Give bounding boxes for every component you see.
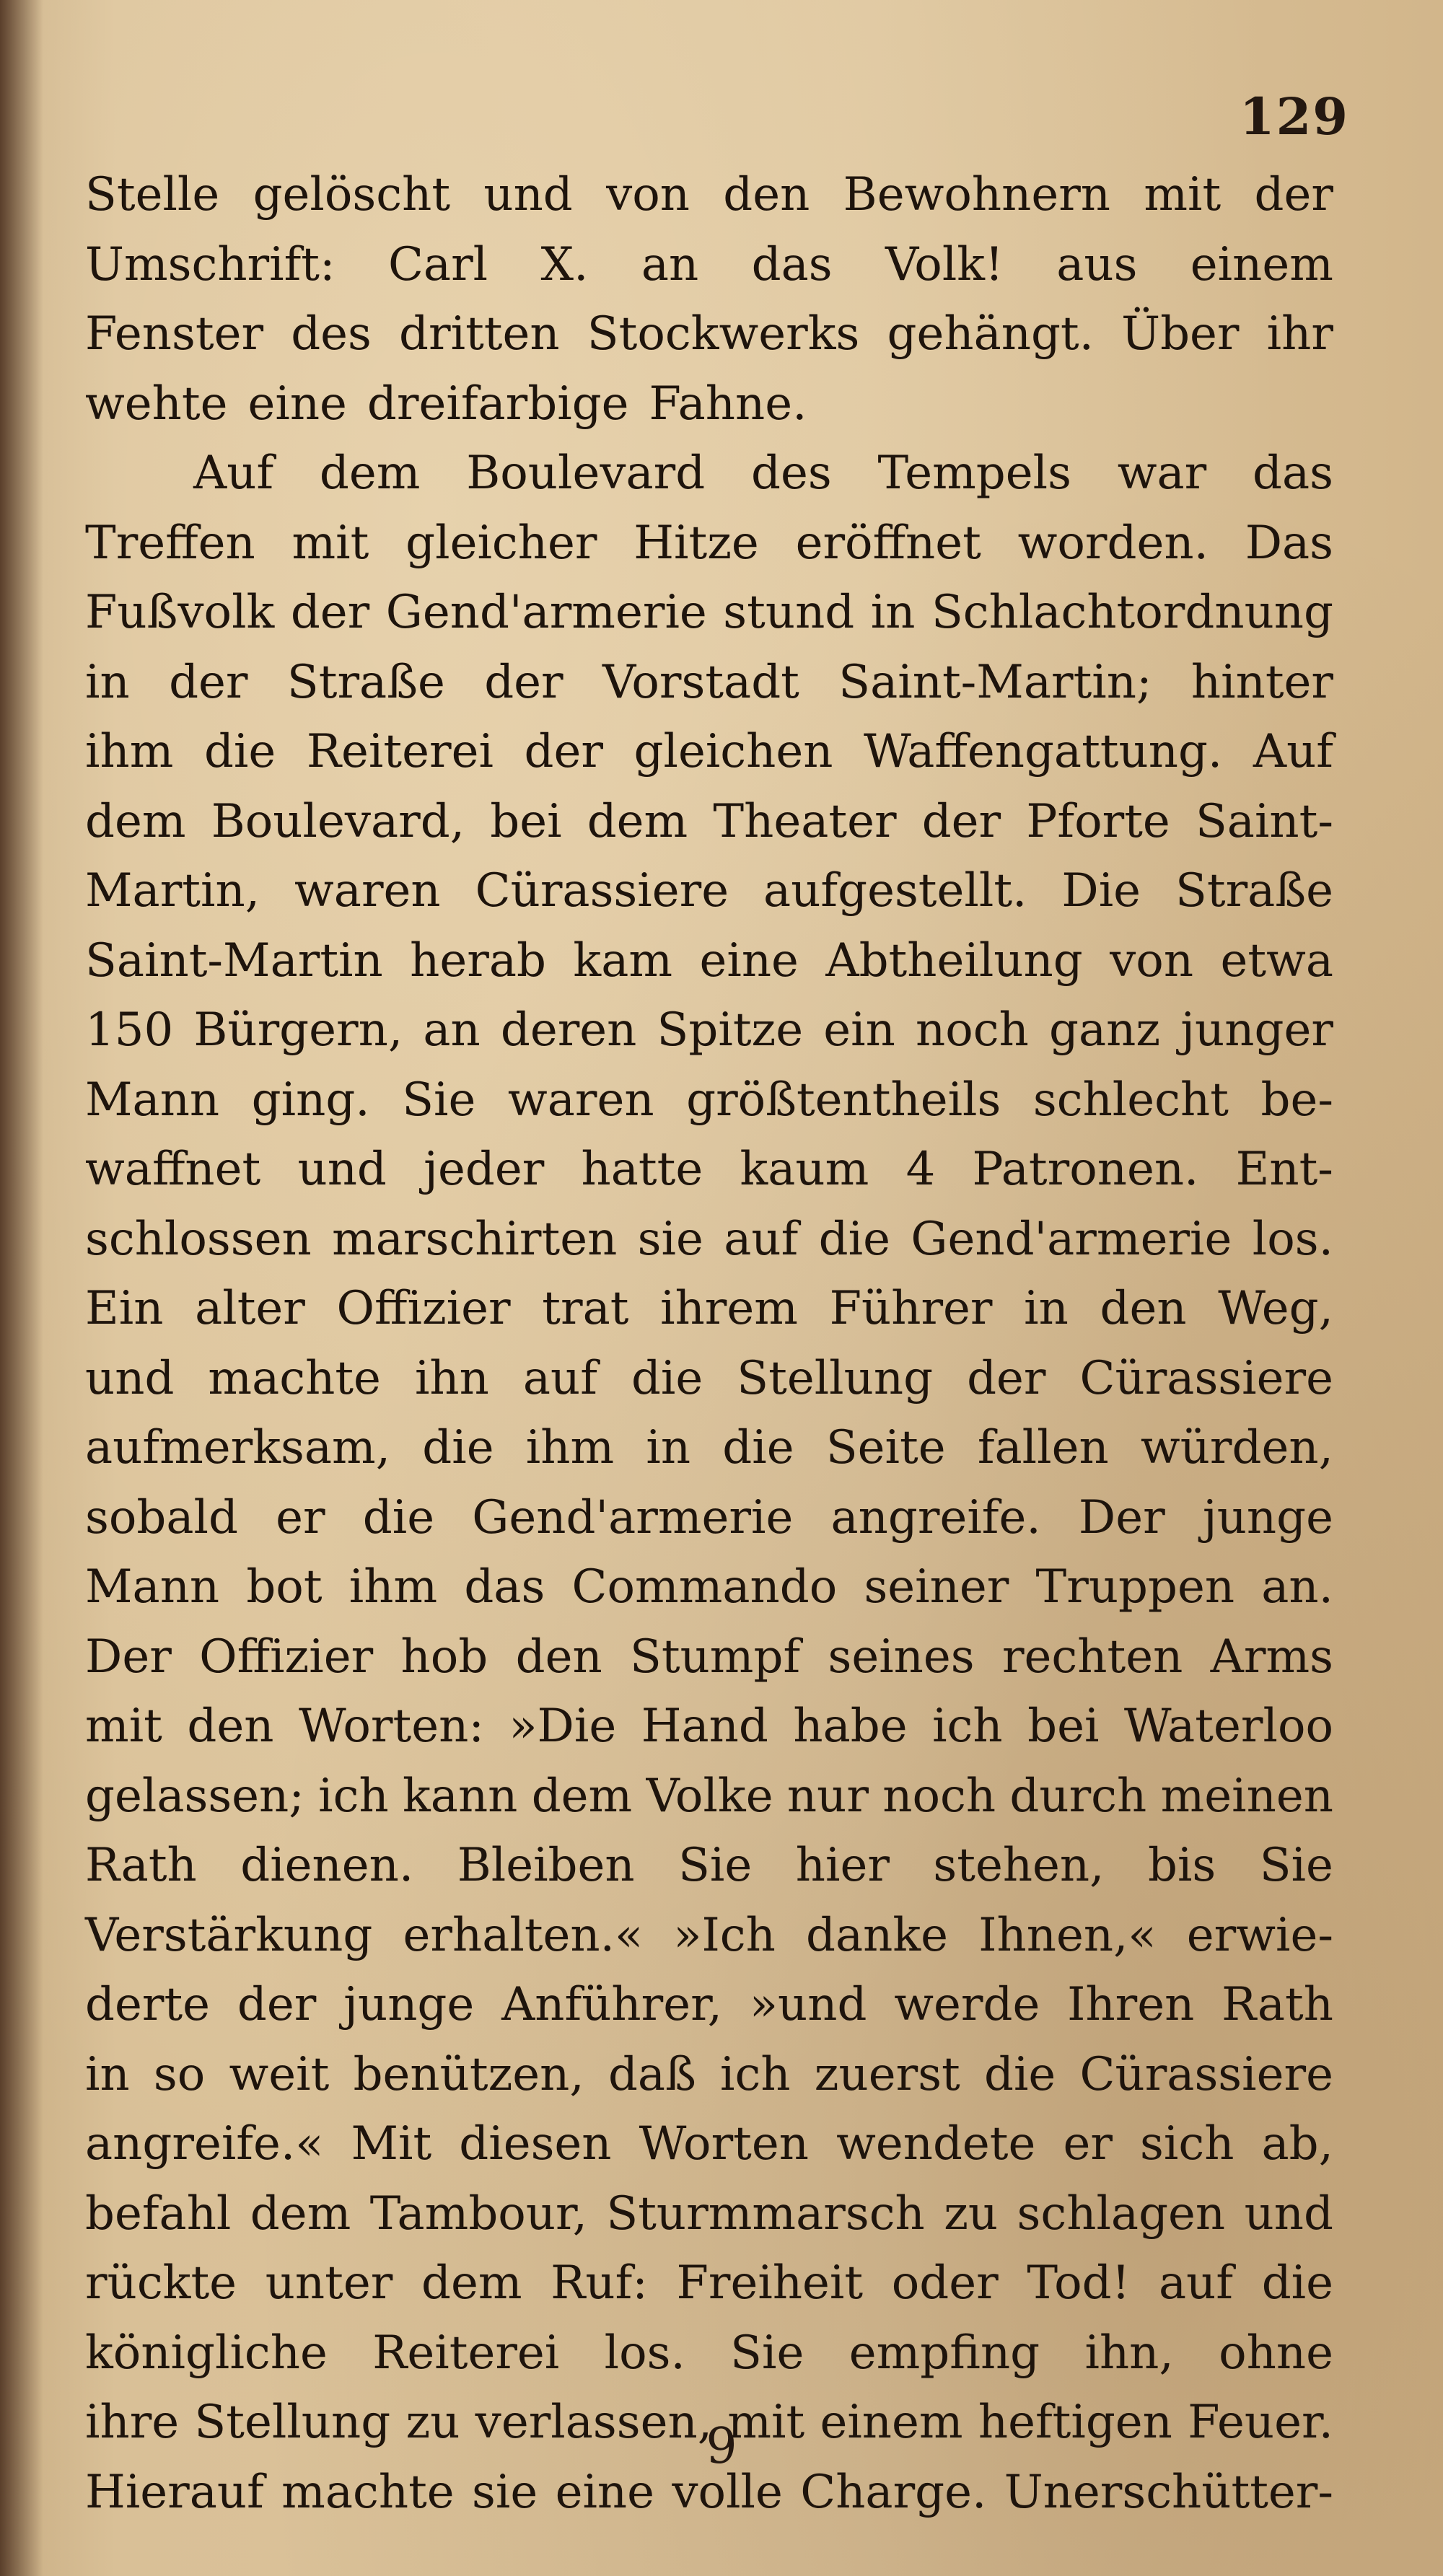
word: das [1253,447,1333,500]
word: benützen, [353,2047,584,2101]
word: in [85,2047,130,2101]
word: und [1244,2186,1333,2241]
word: ich [318,1769,389,1823]
word: Auf [1253,725,1333,778]
word: Straße [286,655,445,709]
word: er [276,1490,325,1544]
text-line [85,717,1333,787]
word: größtentheils [686,1073,1001,1127]
word: schlossen [85,1212,312,1266]
word: Ruf: [551,2256,648,2310]
word: bot [246,1560,323,1614]
word: in [646,1421,691,1474]
word: Truppen [1035,1560,1235,1614]
word: Sie [402,1073,476,1127]
word: los. [604,2326,685,2380]
word: sobald [85,1490,238,1544]
word: be- [1260,1073,1333,1127]
word: Commando [571,1560,838,1614]
word: Fußvolk [85,586,275,639]
word: mit [85,1700,162,1753]
text-line [85,2248,1333,2318]
text-line [85,509,1333,579]
text-line [85,1692,1333,1762]
word: auf [724,1212,799,1266]
word: die [203,725,276,778]
word: die [1261,2256,1333,2310]
word: ich [720,2047,791,2101]
word: sie [637,1212,703,1266]
word: erwie- [1186,1908,1333,1962]
text-line [85,856,1333,926]
word: Ent- [1235,1143,1333,1196]
text-line [85,2040,1333,2110]
word: Auf [193,447,274,500]
word: aufgestellt. [763,864,1027,918]
word: eröffnet [795,516,981,570]
word: daß [608,2047,696,2101]
word: er [1063,2117,1113,2171]
word: Unerschütter- [1004,2465,1333,2519]
word: Weg, [1218,1282,1333,1335]
word: Bleiben [457,1839,635,1892]
word: empfing [848,2326,1040,2380]
word: Cürassiere [475,864,729,918]
word: verlassen, [475,2396,713,2449]
word: sich [1140,2117,1234,2171]
word: junge [1202,1490,1333,1544]
word: Über [1121,307,1240,361]
word: Boulevard, [211,794,465,848]
word: aufmerksam, [85,1421,391,1474]
word: Waffengattung. [864,725,1223,778]
word: von [606,168,690,221]
word: von [1110,933,1194,988]
word: der [169,655,248,709]
word: machte [281,2465,455,2519]
word: seiner [864,1560,1009,1614]
word: Mann [85,1073,220,1127]
word: herab [410,933,546,988]
word: 4 [905,1143,936,1196]
word: Stelle [85,168,220,221]
word: Saint-Martin [85,933,383,988]
word: auf [522,1351,597,1405]
word: »Ich [673,1908,776,1962]
word: der [290,586,370,639]
word: ich [932,1700,1003,1753]
word: noch [916,1003,1029,1057]
word: machte [208,1351,381,1405]
text-line [85,2109,1333,2179]
word: Saint- [1195,794,1333,848]
word: Gend'armerie [385,586,707,639]
word: wendete [836,2117,1036,2171]
word: zuerst [814,2047,960,2101]
word: bei [1027,1700,1100,1753]
text-line [85,1831,1333,1901]
word: Treffen [85,516,255,570]
word: hob [400,1630,488,1684]
text-line [85,160,1333,230]
word: Offizier [199,1630,374,1684]
word: Umschrift: [85,237,335,291]
word: Anführer, [501,1978,723,2031]
word: Bürgern, [193,1003,403,1057]
word: des [751,447,832,500]
word: durch [1009,1769,1147,1823]
word: dem [587,794,688,848]
word: Saint-Martin; [838,655,1152,709]
word: zu [405,2396,460,2449]
text-line [85,1344,1333,1414]
word: und [483,168,573,221]
word: aus [1056,237,1138,291]
word: Rath [85,1839,197,1892]
word: würden, [1140,1421,1333,1474]
word: Freiheit [676,2256,864,2310]
word: danke [806,1908,949,1962]
word: einem [1190,237,1333,291]
word: Der [1078,1490,1165,1544]
word: die [818,1212,890,1266]
word: Fahne. [649,377,807,431]
word: habe [793,1700,908,1753]
word: jeder [424,1143,545,1196]
word: diesen [459,2117,612,2171]
text-line [85,230,1333,300]
word: Boulevard [466,447,706,500]
word: junge [343,1978,475,2031]
text-line [85,1901,1333,1971]
word: ihn [414,1351,489,1405]
word: stehen, [933,1839,1105,1892]
text-line [85,648,1333,718]
word: Ihren [1067,1978,1195,2031]
word: war [1117,447,1207,500]
word: ihn, [1084,2326,1174,2380]
word: Verstärkung [85,1908,373,1962]
word: Spitze [657,1003,804,1057]
word: eine [247,377,347,431]
word: gleicher [405,516,597,570]
word: ein [823,1003,895,1057]
word: heftigen [978,2396,1172,2449]
word: Worten: [298,1700,484,1753]
word: los. [1252,1212,1333,1266]
word: die [722,1421,794,1474]
text-line [85,1065,1333,1135]
word: gleichen [633,725,833,778]
word: Tod! [1027,2256,1131,2310]
word: hier [795,1839,890,1892]
word: das [751,237,833,291]
word: eine [699,933,799,988]
text-line [85,995,1333,1065]
word: in [1024,1282,1069,1335]
word: ihm [348,1560,438,1614]
word: rückte [85,2256,237,2310]
word: Vorstadt [602,655,799,709]
word: an [423,1003,481,1057]
text-line [85,369,1333,439]
word: kann [403,1769,518,1823]
word: die [983,2047,1056,2101]
word: die [362,1490,435,1544]
word: Das [1245,516,1333,570]
word: waffnet [85,1143,261,1196]
word: Tambour, [369,2186,587,2241]
word: Abtheilung [825,933,1083,988]
word: ihrem [660,1282,798,1335]
word: Sie [730,2326,804,2380]
word: an [641,237,699,291]
word: das [464,1560,545,1614]
word: Charge. [800,2465,987,2519]
word: und [85,1351,175,1405]
word: wehte [85,377,228,431]
word: bis [1147,1839,1216,1892]
word: Gend'armerie [472,1490,794,1544]
word: der [1254,168,1333,221]
word: befahl [85,2186,232,2241]
word: ihm [85,725,174,778]
word: trat [542,1282,629,1335]
word: Stockwerks [587,307,860,361]
word: kaum [740,1143,869,1196]
word: dem [421,2256,522,2310]
word: mit [291,516,369,570]
word: ihre [85,2396,180,2449]
word: Sie [1259,1839,1333,1892]
word: alter [195,1282,305,1335]
word: in [870,586,916,639]
word: und [297,1143,387,1196]
word: gelassen; [85,1769,304,1823]
text-line [85,1205,1333,1275]
word: Stellung [194,2396,391,2449]
word: etwa [1220,933,1333,988]
text-line [85,1483,1333,1553]
word: Patronen. [972,1143,1199,1196]
word: stund [723,586,855,639]
word: Ein [85,1282,164,1335]
word: den [1100,1282,1187,1335]
word: »Die [509,1700,617,1753]
word: worden. [1017,516,1209,570]
word: Reiterei [306,725,494,778]
text-line [85,578,1333,648]
text-line [85,1274,1333,1344]
word: gelöscht [253,168,451,221]
text-line [85,439,1333,509]
text-line [85,926,1333,996]
text-line [85,1135,1333,1205]
word: fallen [977,1421,1109,1474]
word: Stumpf [630,1630,801,1684]
word: ging. [251,1073,370,1127]
word: der [967,1351,1046,1405]
word: hinter [1190,655,1333,709]
word: des [291,307,372,361]
word: Seite [825,1421,946,1474]
word: so [153,2047,206,2101]
word: einem [820,2396,963,2449]
word: dreifarbige [367,377,629,431]
word: schlagen [1017,2186,1226,2241]
word: Mit [351,2117,432,2171]
word: Cürassiere [1079,2047,1333,2101]
word: mit [1144,168,1221,221]
text-line [85,1970,1333,2040]
text-line [85,1762,1333,1832]
word: der [921,794,1001,848]
word: der [237,1978,317,2031]
word: oder [891,2256,999,2310]
word: ohne [1219,2326,1333,2380]
text-line [85,1413,1333,1483]
body-text [85,160,1333,2527]
word: X. [540,237,589,291]
word: Worten [639,2117,809,2171]
word: Der [85,1630,172,1684]
word: Stellung [737,1351,934,1405]
word: junger [1180,1003,1333,1057]
word: dem [531,1769,633,1823]
word: Hand [641,1700,768,1753]
word: der [484,655,563,709]
word: Tempels [877,447,1071,500]
word: Reiterei [372,2326,560,2380]
word: Straße [1175,864,1333,918]
text-line [85,1622,1333,1692]
word: Bewohnern [843,168,1110,221]
text-line [85,2179,1333,2249]
word: »und [749,1978,867,2031]
signature-mark: 9 [706,2418,737,2475]
word: Hitze [633,516,759,570]
word: hatte [581,1143,703,1196]
word: rechten [1001,1630,1183,1684]
word: die [631,1351,703,1405]
word: dienen. [240,1839,414,1892]
word: Waterloo [1123,1700,1333,1753]
word: waren [507,1073,654,1127]
text-line [85,2318,1333,2388]
word: Hierauf [85,2465,264,2519]
word: unter [265,2256,393,2310]
word: Carl [387,237,488,291]
text-line [85,1552,1333,1622]
word: weit [229,2047,330,2101]
word: angreife.« [85,2117,324,2171]
word: den [187,1700,274,1753]
word: ihm [525,1421,615,1474]
word: königliche [85,2326,328,2380]
word: Martin, [85,864,260,918]
word: zu [944,2186,999,2241]
word: Arms [1210,1630,1333,1684]
word: auf [1158,2256,1234,2310]
word: Rath [1221,1978,1333,2031]
word: Volke [646,1769,773,1823]
word: die [422,1421,494,1474]
text-line [85,787,1333,857]
word: deren [500,1003,637,1057]
word: Ihnen,« [978,1908,1157,1962]
word: nur [786,1769,869,1823]
word: dem [85,794,186,848]
word: Gend'armerie [911,1212,1232,1266]
word: gehängt. [887,307,1094,361]
word: Schlachtordnung [931,586,1333,639]
word: Die [1061,864,1141,918]
word: mit [727,2396,805,2449]
word: Führer [829,1282,993,1335]
word: den [515,1630,602,1684]
word: ihr [1266,307,1333,361]
word: Volk! [885,237,1004,291]
page-number: 129 [1239,87,1349,146]
word: Offizier [336,1282,511,1335]
word: bei [490,794,562,848]
word: volle [672,2465,783,2519]
text-line [85,299,1333,369]
word: meinen [1160,1769,1333,1823]
word: Fenster [85,307,264,361]
word: sie [472,2465,538,2519]
word: dem [319,447,421,500]
page-edge-shadow [0,0,43,2576]
word: noch [882,1769,996,1823]
word: schlecht [1032,1073,1229,1127]
word: den [723,168,810,221]
word: Sturmmarsch [606,2186,925,2241]
word: werde [894,1978,1040,2031]
word: marschirten [332,1212,618,1266]
word: an. [1261,1560,1333,1614]
word: Theater [713,794,897,848]
word: Mann [85,1560,220,1614]
word: dem [250,2186,351,2241]
word: 150 [85,1003,174,1057]
word: eine [555,2465,655,2519]
word: angreife. [830,1490,1041,1544]
word: seines [828,1630,975,1684]
word: Pforte [1026,794,1170,848]
word: Feuer. [1188,2396,1333,2449]
word: der [524,725,603,778]
word: ab, [1261,2117,1333,2171]
word: kam [573,933,673,988]
word: waren [294,864,441,918]
word: Sie [678,1839,753,1892]
word: ganz [1048,1003,1161,1057]
word: dritten [399,307,560,361]
word: erhalten.« [403,1908,644,1962]
word: derte [85,1978,211,2031]
word: in [85,655,130,709]
word: Cürassiere [1079,1351,1333,1405]
